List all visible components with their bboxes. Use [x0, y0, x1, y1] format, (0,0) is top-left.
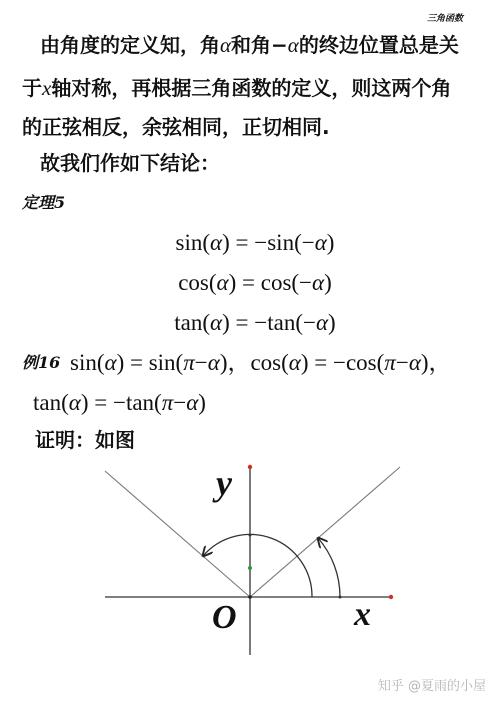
- example-label: 例16: [22, 353, 61, 372]
- intro-line-3: 的正弦相反，余弦相同，正切相同.: [22, 115, 330, 139]
- math-variable: α: [312, 270, 325, 295]
- math-variable: α: [315, 310, 329, 335]
- math-variable: π: [183, 350, 195, 375]
- math-variable: α: [186, 390, 199, 415]
- math-variable: x: [42, 76, 52, 100]
- arc-start-dot: [339, 596, 342, 599]
- math-variable: α: [220, 33, 232, 57]
- math-variable: α: [216, 270, 229, 295]
- arc-angle-alpha: [318, 538, 340, 597]
- proof-label: 证明：如图: [35, 428, 135, 452]
- math-variable: π: [161, 390, 174, 415]
- math-variable: α: [104, 350, 117, 375]
- y-axis-marker-dot: [248, 566, 252, 570]
- example-formula-line-1: sin(α) = sin(π−α)，cos(α) = −cos(π−α)，: [70, 350, 452, 375]
- arc-angle-pi-minus-alpha: [203, 534, 312, 597]
- arc-crossing-dot: [249, 534, 252, 537]
- intro-line-2: 于x轴对称，再根据三角函数的定义，则这两个角: [22, 76, 452, 100]
- chapter-tag: 三角函数: [427, 14, 464, 24]
- math-variable: α: [287, 33, 299, 57]
- theorem-formula-cos: cos(α) = cos(−α): [178, 270, 332, 295]
- theorem-formula-sin: sin(α) = −sin(−α): [175, 230, 335, 255]
- math-variable: π: [384, 350, 396, 375]
- theorem-formula-tan: tan(α) = −tan(−α): [174, 310, 336, 335]
- math-variable: α: [288, 350, 301, 375]
- x-axis-label: x: [354, 596, 371, 633]
- watermark: 知乎 @夏雨的小屋: [377, 679, 486, 694]
- y-axis-label: y: [216, 463, 232, 503]
- theorem-label: 定理5: [22, 193, 66, 212]
- origin-label: O: [212, 599, 237, 636]
- math-variable: α: [408, 350, 421, 375]
- math-variable: α: [210, 310, 223, 335]
- angle-figure: [0, 455, 500, 665]
- math-variable: α: [207, 350, 220, 375]
- example-formula-line-2: tan(α) = −tan(π−α): [33, 390, 206, 415]
- math-variable: α: [68, 390, 81, 415]
- y-axis-end-dot: [248, 465, 252, 469]
- origin-dot: [248, 595, 252, 599]
- x-axis-end-dot: [389, 595, 393, 599]
- math-variable: α: [314, 230, 327, 255]
- conclusion-intro: 故我们作如下结论：: [40, 151, 220, 175]
- intro-line-1: 由角度的定义知，角α和角−α的终边位置总是关: [40, 33, 459, 57]
- terminal-ray-alpha: [250, 467, 400, 597]
- math-variable: α: [210, 230, 223, 255]
